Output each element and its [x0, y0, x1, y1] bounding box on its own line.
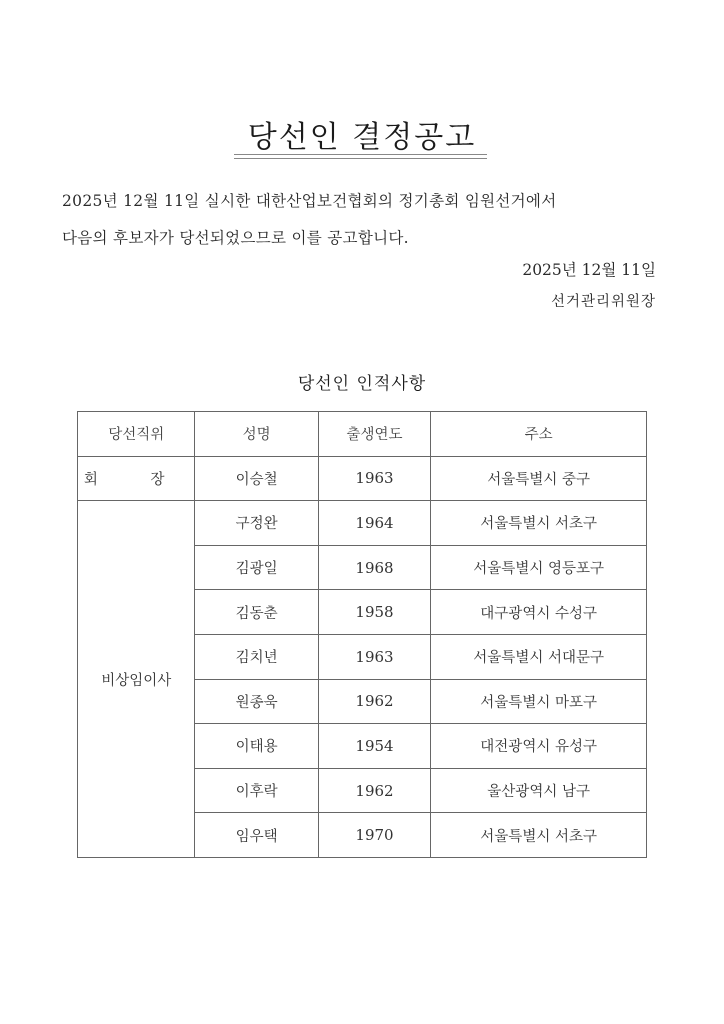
cell-birth-year: 1970 — [318, 813, 431, 858]
cell-birth-year: 1963 — [318, 456, 431, 501]
cell-name: 김치년 — [195, 634, 318, 679]
cell-address: 서울특별시 마포구 — [431, 679, 647, 724]
cell-name: 임우택 — [195, 813, 318, 858]
notice-paragraph-line-1: 2025년 12월 11일 실시한 대한산업보건협회의 정기총회 임원선거에서 — [62, 192, 557, 210]
cell-address: 서울특별시 서초구 — [431, 813, 647, 858]
cell-position-merged: 비상임이사 — [78, 501, 195, 858]
header-position: 당선직위 — [78, 412, 195, 457]
cell-name: 원종욱 — [195, 679, 318, 724]
notice-paragraph-line-2: 다음의 후보자가 당선되었으므로 이를 공고합니다. — [62, 229, 409, 247]
cell-name: 구정완 — [195, 501, 318, 546]
notice-date: 2025년 12월 11일 — [522, 261, 656, 279]
table-row — [78, 456, 647, 501]
cell-name: 이후락 — [195, 768, 318, 813]
cell-address: 서울특별시 영등포구 — [431, 545, 647, 590]
cell-birth-year: 1964 — [318, 501, 431, 546]
cell-address: 대전광역시 유성구 — [431, 724, 647, 769]
elected-officials-table — [77, 411, 647, 858]
cell-birth-year: 1958 — [318, 590, 431, 635]
header-address: 주소 — [431, 412, 647, 457]
cell-address: 울산광역시 남구 — [431, 768, 647, 813]
cell-birth-year: 1962 — [318, 768, 431, 813]
title-double-underline — [234, 154, 487, 159]
signer: 선거관리위원장 — [550, 294, 656, 310]
cell-birth-year: 1962 — [318, 679, 431, 724]
cell-birth-year: 1963 — [318, 634, 431, 679]
cell-name: 김광일 — [195, 545, 318, 590]
table-row — [78, 501, 647, 546]
page-title: 당선인 결정공고 — [247, 120, 477, 155]
cell-name: 이승철 — [195, 456, 318, 501]
cell-name: 이태용 — [195, 724, 318, 769]
cell-name: 김동춘 — [195, 590, 318, 635]
header-birth-year: 출생연도 — [318, 412, 431, 457]
cell-address: 서울특별시 서대문구 — [431, 634, 647, 679]
header-name: 성명 — [195, 412, 318, 457]
cell-address: 대구광역시 수성구 — [431, 590, 647, 635]
cell-address: 서울특별시 서초구 — [431, 501, 647, 546]
table-header-row — [78, 412, 647, 457]
cell-address: 서울특별시 중구 — [431, 456, 647, 501]
cell-birth-year: 1968 — [318, 545, 431, 590]
cell-birth-year: 1954 — [318, 724, 431, 769]
table-title: 당선인 인적사항 — [297, 374, 427, 394]
cell-position: 회 장 — [78, 456, 195, 501]
